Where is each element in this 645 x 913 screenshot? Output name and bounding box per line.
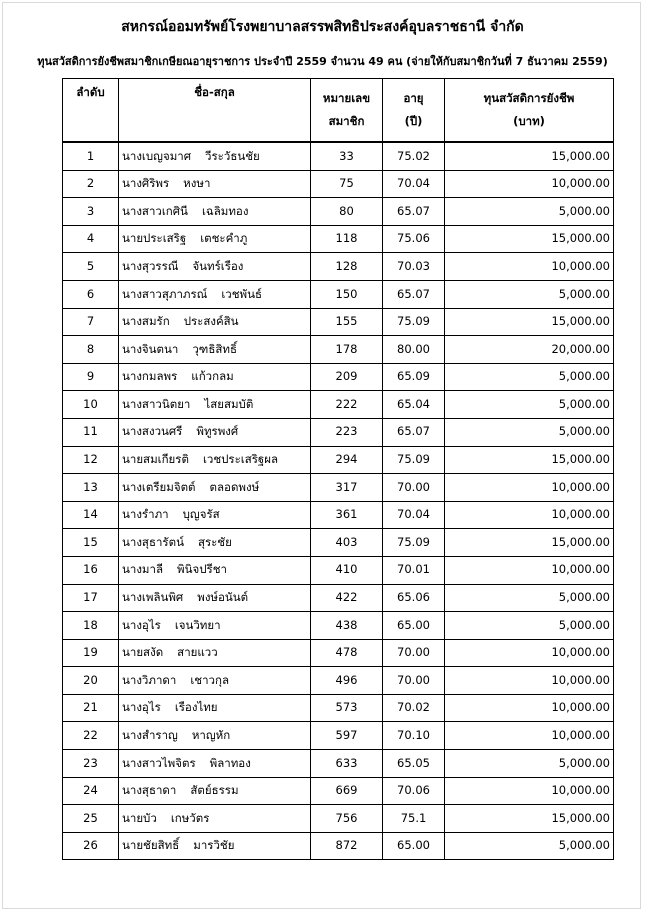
row-number: 13	[63, 474, 119, 502]
row-number: 26	[63, 832, 119, 860]
first-name: นางกมลพร	[122, 369, 178, 384]
first-name: นางอุไร	[122, 617, 161, 632]
row-age: 65.07	[383, 280, 445, 308]
row-age: 65.00	[383, 832, 445, 860]
header-member-number: หมายเลข สมาชิก	[311, 79, 383, 143]
first-name: นางสาวเกศินี	[122, 203, 188, 218]
last-name: เกษวัตร	[170, 810, 210, 825]
welfare-table	[62, 78, 614, 860]
table-row	[63, 667, 614, 695]
row-age: 70.06	[383, 777, 445, 805]
last-name: พิทูรพงศ์	[196, 424, 239, 439]
row-member-number: 756	[311, 805, 383, 833]
last-name: หาญหัก	[191, 728, 231, 743]
row-member-number: 75	[311, 170, 383, 198]
last-name: สุระชัย	[197, 534, 232, 549]
row-number: 4	[63, 225, 119, 253]
row-number: 17	[63, 584, 119, 612]
last-name: เฉลิมทอง	[201, 203, 249, 218]
first-name: นายประเสริฐ	[122, 231, 187, 246]
row-number: 9	[63, 363, 119, 391]
table-row	[63, 639, 614, 667]
last-name: พิลาทอง	[209, 755, 251, 770]
row-name	[119, 501, 311, 529]
row-name	[119, 639, 311, 667]
row-fund-amount: 10,000.00	[445, 253, 614, 281]
row-number: 1	[63, 142, 119, 170]
row-number: 16	[63, 556, 119, 584]
row-member-number: 496	[311, 667, 383, 695]
last-name: ตลอดพงษ์	[209, 479, 260, 494]
row-fund-amount: 15,000.00	[445, 308, 614, 336]
table-row	[63, 777, 614, 805]
row-member-number: 155	[311, 308, 383, 336]
first-name: นางเพลินพิศ	[122, 590, 184, 605]
row-member-number: 669	[311, 777, 383, 805]
first-name: นางสาวนิตยา	[122, 396, 191, 411]
table-row	[63, 225, 614, 253]
row-name	[119, 805, 311, 833]
last-name: สัตย์ธรรม	[190, 783, 239, 798]
last-name: แก้วกลม	[191, 369, 234, 384]
table-row	[63, 170, 614, 198]
row-age: 70.10	[383, 722, 445, 750]
table-row	[63, 750, 614, 778]
row-name	[119, 474, 311, 502]
last-name: เจนวิทยา	[174, 617, 221, 632]
row-fund-amount: 10,000.00	[445, 501, 614, 529]
last-name: เตชะคำภู	[200, 231, 248, 246]
row-age: 80.00	[383, 336, 445, 364]
last-name: บุญจรัส	[182, 507, 220, 522]
row-fund-amount: 10,000.00	[445, 474, 614, 502]
row-number: 15	[63, 529, 119, 557]
row-age: 75.1	[383, 805, 445, 833]
row-age: 65.04	[383, 391, 445, 419]
table-row	[63, 832, 614, 860]
first-name: นางศิริพร	[122, 176, 170, 191]
first-name: นางอุไร	[122, 700, 161, 715]
row-member-number: 317	[311, 474, 383, 502]
row-age: 70.02	[383, 694, 445, 722]
row-name	[119, 418, 311, 446]
row-number: 23	[63, 750, 119, 778]
last-name: เวชประเสริฐผล	[202, 452, 279, 467]
row-name	[119, 446, 311, 474]
last-name: เรืองไทย	[174, 700, 218, 715]
row-fund-amount: 10,000.00	[445, 777, 614, 805]
table-row	[63, 694, 614, 722]
row-number: 11	[63, 418, 119, 446]
row-member-number: 150	[311, 280, 383, 308]
first-name: นางมาลี	[122, 562, 164, 577]
last-name: มารวิชัย	[193, 838, 235, 853]
last-name: วีระวัธนชัย	[205, 148, 260, 163]
row-age: 65.06	[383, 584, 445, 612]
header-no: ลำดับ	[63, 79, 119, 143]
row-number: 6	[63, 280, 119, 308]
row-number: 19	[63, 639, 119, 667]
table-row	[63, 474, 614, 502]
first-name: นางสุวรรณี	[122, 258, 179, 273]
row-age: 70.01	[383, 556, 445, 584]
row-name	[119, 142, 311, 170]
document-title: สหกรณ์ออมทรัพย์โรงพยาบาลสรรพสิทธิประสงค์อุบลราชธานี จำกัด	[121, 19, 524, 35]
row-name	[119, 722, 311, 750]
row-age: 65.07	[383, 198, 445, 226]
row-member-number: 33	[311, 142, 383, 170]
table-row	[63, 612, 614, 640]
table-row	[63, 198, 614, 226]
row-fund-amount: 5,000.00	[445, 750, 614, 778]
row-fund-amount: 10,000.00	[445, 556, 614, 584]
table-row	[63, 253, 614, 281]
row-fund-amount: 10,000.00	[445, 170, 614, 198]
row-age: 75.09	[383, 529, 445, 557]
row-name	[119, 280, 311, 308]
table-row	[63, 142, 614, 170]
row-age: 65.07	[383, 418, 445, 446]
first-name: นางสมรัก	[122, 314, 170, 329]
row-member-number: 573	[311, 694, 383, 722]
row-fund-amount: 20,000.00	[445, 336, 614, 364]
row-fund-amount: 5,000.00	[445, 198, 614, 226]
row-age: 75.09	[383, 446, 445, 474]
first-name: นางสำราญ	[122, 728, 178, 743]
row-age: 70.00	[383, 474, 445, 502]
row-name	[119, 363, 311, 391]
first-name: นางสุธารัตน์	[122, 534, 184, 549]
row-age: 75.09	[383, 308, 445, 336]
last-name: เชาวกุล	[190, 672, 230, 687]
row-fund-amount: 15,000.00	[445, 446, 614, 474]
row-fund-amount: 10,000.00	[445, 639, 614, 667]
first-name: นายบัว	[122, 810, 157, 825]
row-member-number: 410	[311, 556, 383, 584]
first-name: นางวิภาดา	[122, 672, 177, 687]
row-member-number: 422	[311, 584, 383, 612]
row-number: 5	[63, 253, 119, 281]
row-member-number: 118	[311, 225, 383, 253]
row-member-number: 403	[311, 529, 383, 557]
table-row	[63, 805, 614, 833]
row-age: 70.03	[383, 253, 445, 281]
table-row	[63, 391, 614, 419]
row-name	[119, 308, 311, 336]
table-row	[63, 308, 614, 336]
last-name: พินิจปรีชา	[177, 562, 227, 577]
table-row	[63, 336, 614, 364]
row-name	[119, 529, 311, 557]
row-fund-amount: 15,000.00	[445, 225, 614, 253]
row-fund-amount: 5,000.00	[445, 584, 614, 612]
row-number: 12	[63, 446, 119, 474]
row-fund-amount: 15,000.00	[445, 529, 614, 557]
row-age: 75.02	[383, 142, 445, 170]
row-number: 21	[63, 694, 119, 722]
row-number: 3	[63, 198, 119, 226]
table-row	[63, 529, 614, 557]
row-name	[119, 253, 311, 281]
row-number: 25	[63, 805, 119, 833]
table-row	[63, 501, 614, 529]
row-number: 14	[63, 501, 119, 529]
row-fund-amount: 5,000.00	[445, 832, 614, 860]
row-number: 20	[63, 667, 119, 695]
row-fund-amount: 15,000.00	[445, 805, 614, 833]
header-age: อายุ (ปี)	[383, 79, 445, 143]
table-row	[63, 446, 614, 474]
row-member-number: 128	[311, 253, 383, 281]
first-name: นางสงวนศรี	[122, 424, 183, 439]
row-member-number: 209	[311, 363, 383, 391]
row-member-number: 294	[311, 446, 383, 474]
row-member-number: 223	[311, 418, 383, 446]
row-member-number: 872	[311, 832, 383, 860]
row-member-number: 438	[311, 612, 383, 640]
row-name	[119, 170, 311, 198]
table-row	[63, 584, 614, 612]
last-name: ไสยสมบัติ	[204, 396, 254, 411]
table-row	[63, 418, 614, 446]
first-name: นางสาวสุภาภรณ์	[122, 286, 208, 301]
row-member-number: 478	[311, 639, 383, 667]
row-age: 65.09	[383, 363, 445, 391]
row-fund-amount: 10,000.00	[445, 667, 614, 695]
first-name: นางสาวไพจิตร	[122, 755, 196, 770]
first-name: นางสุธาดา	[122, 783, 177, 798]
last-name: หงษา	[183, 176, 211, 191]
row-member-number: 178	[311, 336, 383, 364]
row-number: 10	[63, 391, 119, 419]
row-name	[119, 336, 311, 364]
table-row	[63, 363, 614, 391]
row-member-number: 633	[311, 750, 383, 778]
first-name: นายสงัด	[122, 645, 164, 660]
row-name	[119, 750, 311, 778]
last-name: วุฑธิสิทธิ์	[192, 341, 237, 356]
first-name: นางเบญจมาศ	[122, 148, 192, 163]
row-number: 18	[63, 612, 119, 640]
last-name: สายแวว	[177, 645, 218, 660]
header-fund: ทุนสวัสดิการยังชีพ (บาท)	[445, 79, 614, 143]
row-fund-amount: 5,000.00	[445, 280, 614, 308]
row-age: 65.00	[383, 612, 445, 640]
row-fund-amount: 5,000.00	[445, 418, 614, 446]
table-row	[63, 556, 614, 584]
row-number: 2	[63, 170, 119, 198]
row-number: 22	[63, 722, 119, 750]
row-name	[119, 391, 311, 419]
row-name	[119, 832, 311, 860]
table-row	[63, 280, 614, 308]
row-number: 24	[63, 777, 119, 805]
row-age: 70.04	[383, 170, 445, 198]
row-name	[119, 612, 311, 640]
row-fund-amount: 15,000.00	[445, 142, 614, 170]
row-member-number: 80	[311, 198, 383, 226]
row-name	[119, 694, 311, 722]
last-name: พงษ์อนันต์	[197, 590, 249, 605]
row-name	[119, 556, 311, 584]
row-number: 8	[63, 336, 119, 364]
row-age: 70.04	[383, 501, 445, 529]
row-member-number: 361	[311, 501, 383, 529]
row-name	[119, 777, 311, 805]
header-name: ชื่อ-สกุล	[119, 79, 311, 143]
first-name: นางจินตนา	[122, 341, 179, 356]
first-name: นายสมเกียรติ	[122, 452, 189, 467]
row-age: 65.05	[383, 750, 445, 778]
row-fund-amount: 5,000.00	[445, 612, 614, 640]
row-fund-amount: 5,000.00	[445, 391, 614, 419]
row-name	[119, 198, 311, 226]
row-member-number: 597	[311, 722, 383, 750]
last-name: ประสงค์สิน	[183, 314, 239, 329]
document-subtitle: ทุนสวัสดิการยังชีพสมาชิกเกษียณอายุราชการ ประจำปี 2559 จำนวน 49 คน (จ่ายให้กับสมาชิกวันที่ 7 ธันวาคม 2559)	[37, 55, 608, 68]
first-name: นางรำภา	[122, 507, 169, 522]
table-body	[63, 142, 614, 860]
first-name: นายชัยสิทธิ์	[122, 838, 180, 853]
row-number: 7	[63, 308, 119, 336]
row-member-number: 222	[311, 391, 383, 419]
table-header	[63, 79, 614, 143]
last-name: เวชพันธ์	[221, 286, 263, 301]
row-name	[119, 667, 311, 695]
row-age: 75.06	[383, 225, 445, 253]
table-row	[63, 722, 614, 750]
row-fund-amount: 5,000.00	[445, 363, 614, 391]
row-fund-amount: 10,000.00	[445, 722, 614, 750]
last-name: จันทร์เรือง	[192, 258, 244, 273]
row-age: 70.00	[383, 667, 445, 695]
first-name: นางเตรียมจิตต์	[122, 479, 196, 494]
row-name	[119, 584, 311, 612]
row-name	[119, 225, 311, 253]
row-age: 70.00	[383, 639, 445, 667]
row-fund-amount: 10,000.00	[445, 694, 614, 722]
